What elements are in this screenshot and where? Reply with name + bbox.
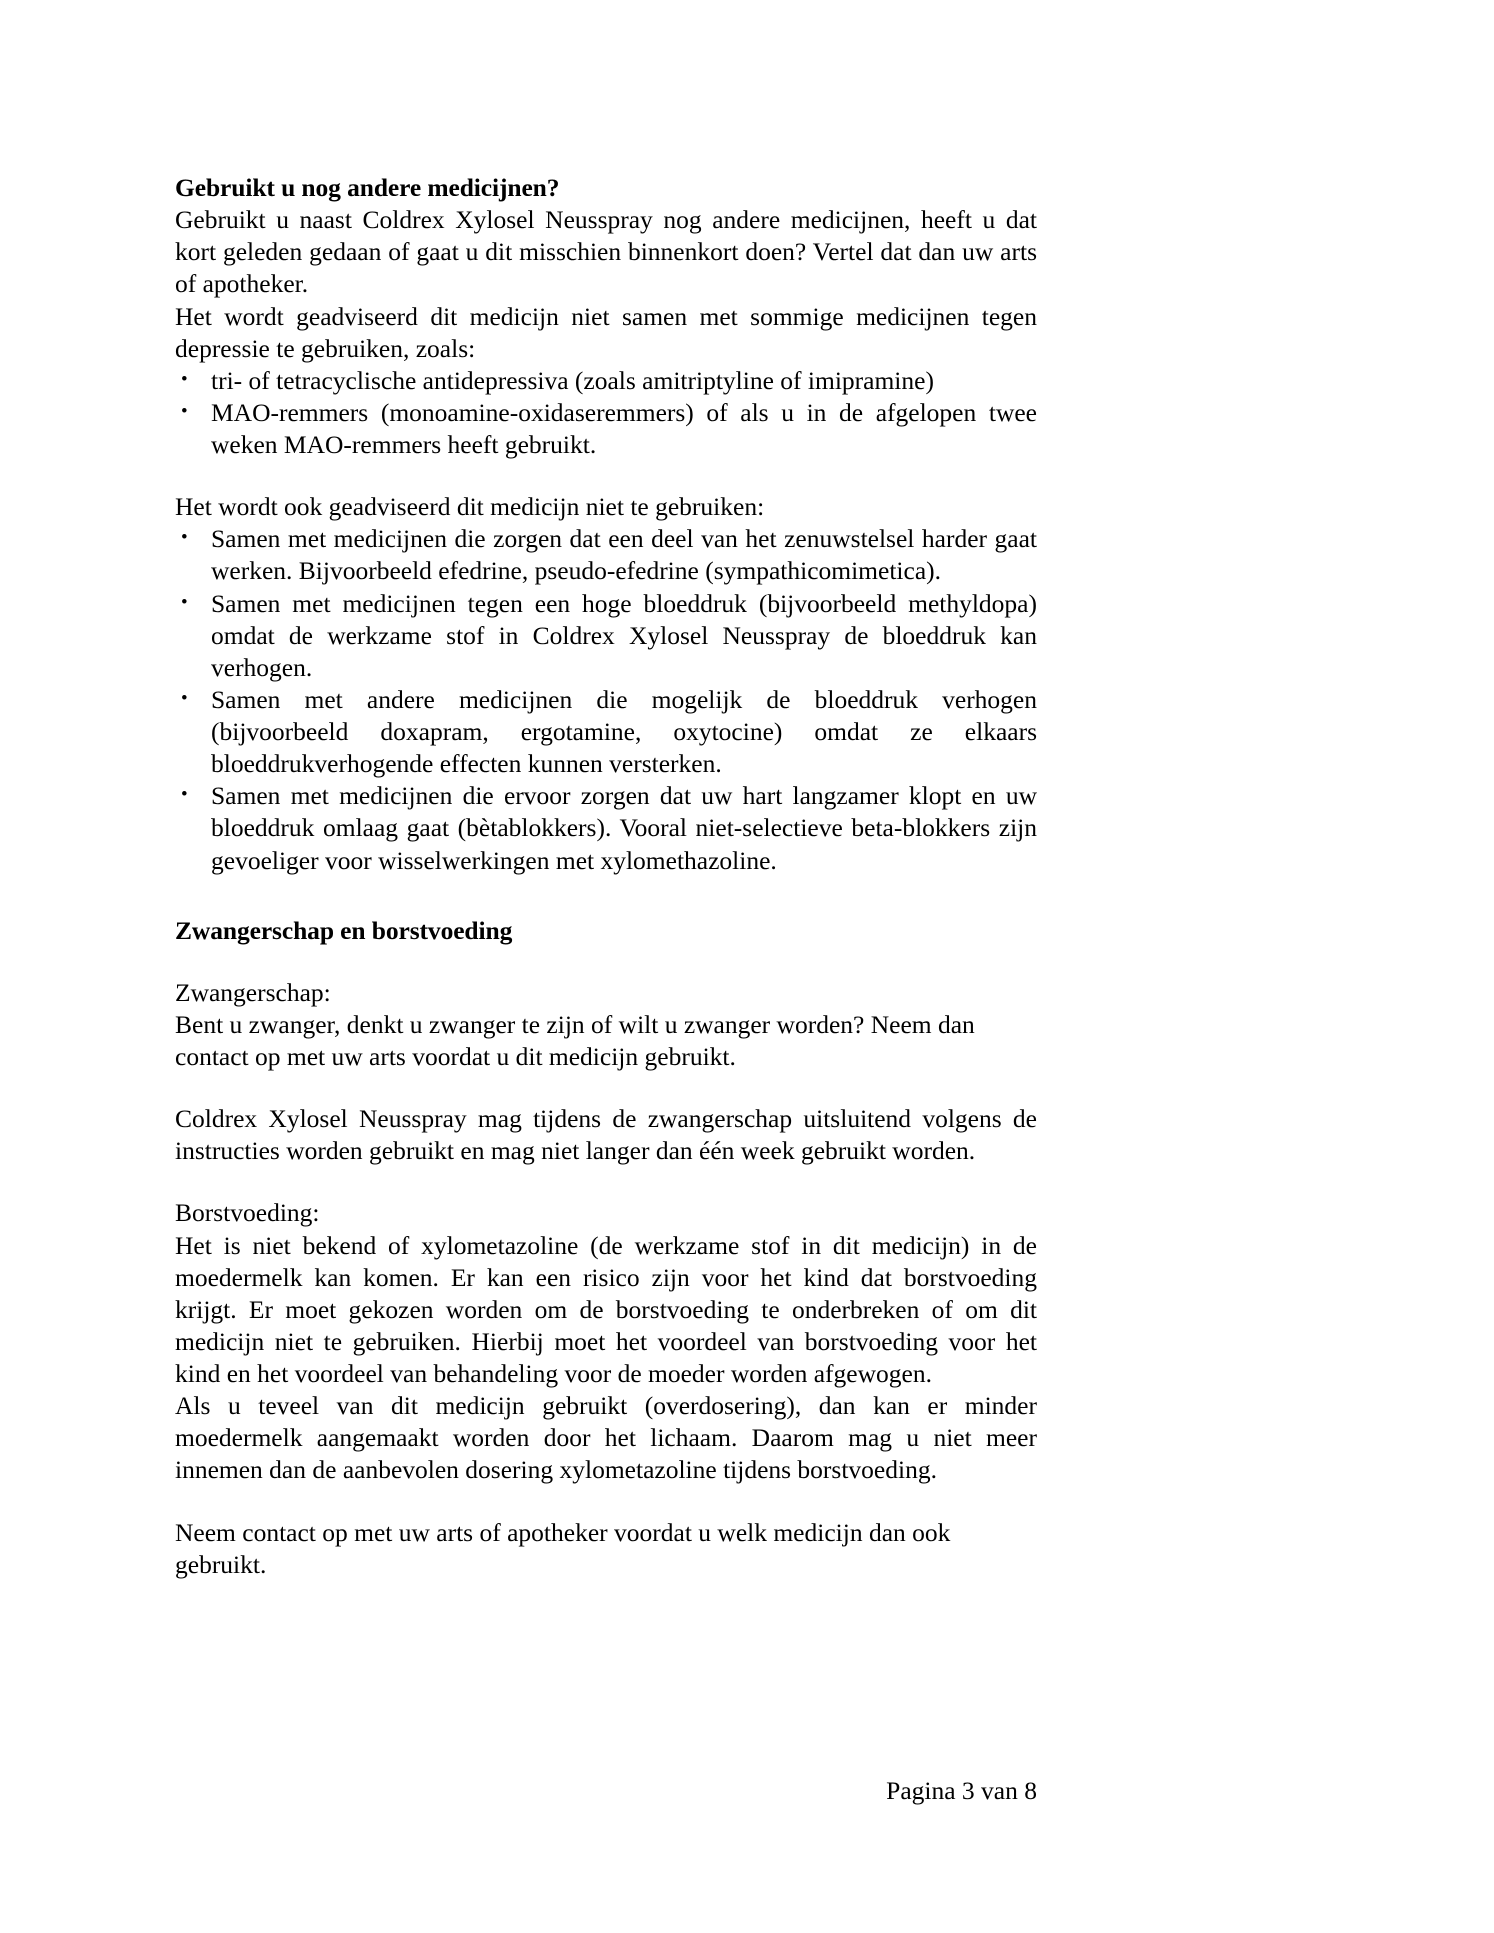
list-item: • Samen met andere medicijnen die mogelijk de bloeddruk verhogen (bijvoorbeeld doxapram, ergotamine, oxytocine) omdat ze elkaars bloeddrukverhogende effecten kunnen versterken.	[175, 684, 1037, 780]
label-breastfeeding: Borstvoeding:	[175, 1198, 320, 1228]
label-pregnancy: Zwangerschap:	[175, 977, 331, 1007]
paragraph-pregnancy-1: Bent u zwanger, denkt u zwanger te zijn of wilt u zwanger worden? Neem dan contact op met uw arts voordat u dit medicijn gebruikt.	[175, 1009, 975, 1071]
paragraph-breastfeeding-2: Als u teveel van dit medicijn gebruikt (overdosering), dan kan er minder moedermelk aangemaakt worden door het lichaam. Daarom mag u niet meer innemen dan de aanbevolen dosering xylometazoline tijdens borstvoeding.	[175, 1391, 1037, 1485]
section-heading-pregnancy-breastfeeding: Zwangerschap en borstvoeding	[175, 915, 513, 945]
list-item: • Samen met medicijnen die zorgen dat een deel van het zenuwstelsel harder gaat werken. Bijvoorbeeld efedrine, pseudo-efedrine (sympathicomimetica).	[175, 523, 1037, 587]
section-heading-other-medicines: Gebruikt u nog andere medicijnen?	[175, 173, 560, 202]
spacer	[175, 1487, 1037, 1517]
paragraph-other-medicines-intro: Gebruikt u naast Coldrex Xylosel Neusspray nog andere medicijnen, heeft u dat kort geleden gedaan of gaat u dit misschien binnenkort doen? Vertel dat dan uw arts of apotheker.	[175, 205, 1037, 299]
list-item: • tri- of tetracyclische antidepressiva (zoals amitriptyline of imipramine)	[175, 365, 1037, 397]
page-footer	[175, 1775, 1037, 1807]
paragraph-closing-advice: Neem contact op met uw arts of apotheker voordat u welk medicijn dan ook gebruikt.	[175, 1517, 951, 1579]
spacer	[175, 461, 1037, 491]
paragraph-interaction-advice-intro: Het wordt ook geadviseerd dit medicijn niet te gebruiken:	[175, 492, 765, 522]
spacer	[175, 947, 1037, 977]
spacer	[175, 1167, 1037, 1197]
list-depression-medicines	[175, 365, 1037, 461]
list-item: • Samen met medicijnen tegen een hoge bloeddruk (bijvoorbeeld methyldopa) omdat de werkzame stof in Coldrex Xylosel Neusspray de bloeddruk kan verhogen.	[175, 588, 1037, 684]
list-interaction-warnings	[175, 523, 1037, 876]
paragraph-pregnancy-2: Coldrex Xylosel Neusspray mag tijdens de zwangerschap uitsluitend volgens de instructies worden gebruikt en mag niet langer dan één week gebruikt worden.	[175, 1104, 1037, 1166]
page-content	[175, 172, 1037, 1581]
paragraph-breastfeeding-1: Het is niet bekend of xylometazoline (de werkzame stof in dit medicijn) in de moedermelk kan komen. Er kan een risico zijn voor het kind dat borstvoeding krijgt. Er moet gekozen worden om de borstvoeding te onderbreken of om dit medicijn niet te gebruiken. Hierbij moet het voordeel van borstvoeding voor het kind en het voordeel van behandeling voor de moeder worden afgewogen.	[175, 1230, 1037, 1388]
page-number-label: Pagina 3 van 8	[886, 1776, 1037, 1805]
list-item: • MAO-remmers (monoamine-oxidaseremmers) of als u in de afgelopen twee weken MAO-remmers heeft gebruikt.	[175, 397, 1037, 461]
spacer	[175, 877, 1037, 915]
spacer	[175, 1073, 1037, 1103]
list-item: • Samen met medicijnen die ervoor zorgen dat uw hart langzamer klopt en uw bloeddruk omlaag gaat (bètablokkers). Vooral niet-selectieve beta-blokkers zijn gevoeliger voor wisselwerkingen met xylomethazoline.	[175, 780, 1037, 876]
paragraph-depression-advice-intro: Het wordt geadviseerd dit medicijn niet samen met sommige medicijnen tegen depressie te gebruiken, zoals:	[175, 301, 1037, 363]
